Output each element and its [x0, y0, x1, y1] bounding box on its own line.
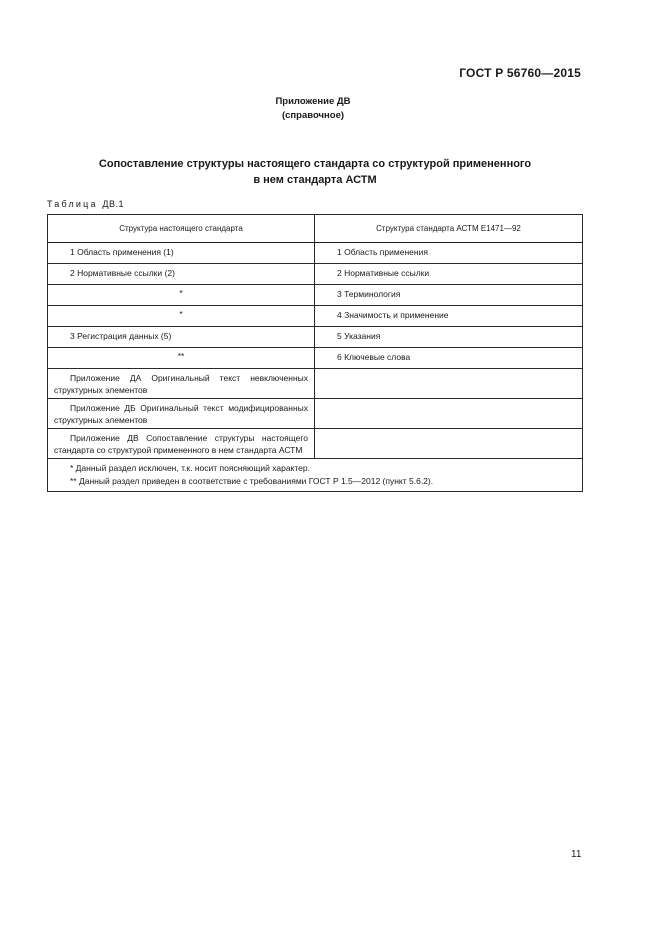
- table-header-row: [48, 215, 583, 243]
- cell-left: 3 Регистрация данных (5): [48, 327, 315, 348]
- table-notes-row: [48, 459, 583, 492]
- cell-right: 2 Нормативные ссылки: [315, 264, 583, 285]
- cell-right: [315, 429, 583, 459]
- header-left: Структура настоящего стандарта: [48, 215, 315, 243]
- cell-left: Приложение ДБ Оригинальный текст модифицированных структурных элементов: [48, 399, 315, 429]
- comparison-table: [47, 214, 583, 492]
- cell-right: 5 Указания: [315, 327, 583, 348]
- cell-right: 6 Ключевые слова: [315, 348, 583, 369]
- cell-right: [315, 369, 583, 399]
- table-row: [48, 369, 583, 399]
- cell-left: Приложение ДВ Сопоставление структуры настоящего стандарта со структурой примененного в нем стандарта АСТМ: [48, 429, 315, 459]
- cell-left: Приложение ДА Оригинальный текст невключенных структурных элементов: [48, 369, 315, 399]
- appendix-title: Приложение ДВ: [275, 96, 351, 107]
- cell-right: 4 Значимость и применение: [315, 306, 583, 327]
- section-title: [0, 156, 630, 188]
- cell-right: 3 Терминология: [315, 285, 583, 306]
- document-id: ГОСТ Р 56760—2015: [459, 66, 581, 80]
- appendix-heading: [0, 95, 626, 123]
- table-row: [48, 429, 583, 459]
- cell-right: [315, 399, 583, 429]
- table-row: [48, 399, 583, 429]
- cell-left: 2 Нормативные ссылки (2): [48, 264, 315, 285]
- appendix-subtitle: (справочное): [281, 110, 345, 121]
- table-caption: [47, 199, 124, 209]
- table-notes: [48, 459, 583, 492]
- table-caption-label: Таблица: [47, 199, 98, 209]
- table-row: [48, 243, 583, 264]
- section-title-line-2: в нем стандарта АСТМ: [253, 174, 377, 186]
- section-title-line-1: Сопоставление структуры настоящего стандарта со структурой примененного: [98, 158, 532, 170]
- table-row: [48, 348, 583, 369]
- cell-right: 1 Область применения: [315, 243, 583, 264]
- table-row: [48, 306, 583, 327]
- table-note: * Данный раздел исключен, т.к. носит поясняющий характер.: [70, 463, 310, 473]
- cell-left: 1 Область применения (1): [48, 243, 315, 264]
- table-row: [48, 285, 583, 306]
- cell-left: **: [48, 348, 315, 369]
- cell-left: *: [48, 306, 315, 327]
- table-row: [48, 264, 583, 285]
- table-note: ** Данный раздел приведен в соответствие с требованиями ГОСТ Р 1.5—2012 (пункт 5.6.2).: [70, 476, 434, 486]
- cell-left: *: [48, 285, 315, 306]
- header-right: Структура стандарта АСТМ Е1471—92: [315, 215, 583, 243]
- table-row: [48, 327, 583, 348]
- table-caption-number: ДВ.1: [102, 199, 125, 209]
- page-number: 11: [571, 849, 582, 860]
